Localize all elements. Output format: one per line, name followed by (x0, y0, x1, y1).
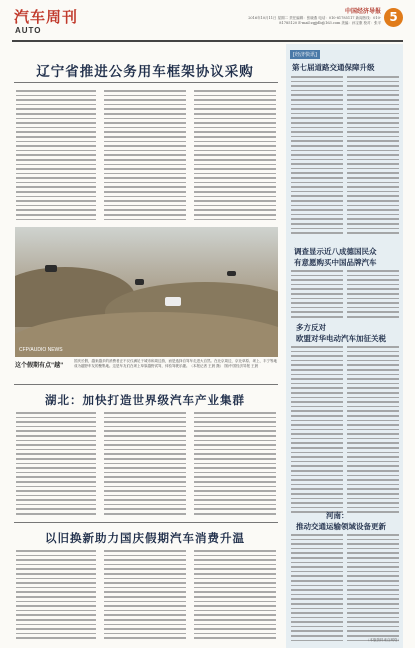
sidebar-brief-3-col-2 (347, 346, 399, 516)
newspaper-name: 中国经济导报 (344, 8, 381, 15)
sidebar-brief-3-col-1 (291, 346, 343, 516)
sidebar-headline-3-line-2: 欧盟对华电动汽车加征关税 (296, 334, 386, 343)
sidebar-brief-4-col-1 (291, 534, 343, 644)
photo-section-rule (14, 384, 278, 385)
second-article-col-2 (104, 412, 186, 518)
third-headline: 以旧换新助力国庆假期汽车消费升温 (45, 531, 245, 545)
photo-caption-title: 这个假期有点"越" (15, 362, 64, 369)
sidebar-tag: [经济快讯] (290, 50, 320, 59)
second-article-col-1 (16, 412, 96, 518)
third-article-col-2 (104, 550, 186, 642)
main-headline-rule (14, 82, 278, 83)
sidebar-headline-1: 第七届道路交通保障升级 (292, 63, 375, 72)
third-article-col-1 (16, 550, 96, 642)
section-subtitle: AUTO (15, 26, 42, 35)
photo-caption-text: 国庆长假，越来越多的消费者正不仅仅满足于城市和周边游，而是选择自驾车走进大自然。在北京周边，京北草原、坝上、丰宁等地成为越野车友的聚集地。这是车友们在坝上草原越野试驾，体验驾驶乐趣。（本报记者 王晨 摄） 图/中国经济导报 王晨 (74, 359, 277, 368)
sidebar-brief-2-col-1 (291, 270, 343, 321)
photo-credit: 图/中国经济导报 王晨 (224, 364, 259, 368)
main-article-col-2 (104, 90, 186, 223)
suv-white (165, 297, 181, 306)
sidebar-headline-4-line-2: 推动交通运输领域设备更新 (296, 522, 386, 531)
suv-dark-1 (45, 265, 57, 272)
main-article-col-3 (194, 90, 276, 223)
header-divider (12, 40, 403, 42)
sidebar-brief-1-col-2 (347, 76, 399, 237)
main-headline: 辽宁省推进公务用车框架协议采购 (36, 64, 254, 80)
sidebar-brief-4-col-2 (347, 534, 399, 644)
issue-meta: 2016年10月11日 星期二 责任编辑：张晓燕 电话：010-81785117 新闻热线：010-81785120 E-mail:zgjjdb@163.com 美编：孙宝康 校对：张平 (248, 16, 381, 25)
second-headline: 湖北：加快打造世界级汽车产业集群 (45, 393, 245, 407)
second-article-col-3 (194, 412, 276, 518)
page-number-badge: 5 (384, 8, 403, 27)
section-title: 汽车周刊 (14, 8, 79, 26)
sidebar-headline-2-line-2: 有意愿购买中国品牌汽车 (294, 258, 377, 267)
sidebar-headline-3-line-1: 多方反对 (296, 323, 326, 332)
sidebar-brief-1-col-1 (291, 76, 343, 237)
offroad-photo (15, 227, 278, 357)
sidebar-headline-4-line-1: 河南： (326, 511, 349, 520)
second-section-rule (14, 522, 278, 523)
suv-dark-2 (135, 279, 144, 285)
sidebar-brief-2-col-2 (347, 270, 399, 321)
photo-watermark: CFP/AUDIO NEWS (19, 347, 63, 353)
suv-dark-3 (227, 271, 236, 276)
page-header (0, 0, 415, 44)
main-article-col-1 (16, 90, 96, 223)
third-article-col-3 (194, 550, 276, 642)
sidebar-headline-2-line-1: 调查显示近八成德国民众 (294, 247, 377, 256)
sidebar-source-note: （本版资料来自网络） (366, 638, 401, 642)
